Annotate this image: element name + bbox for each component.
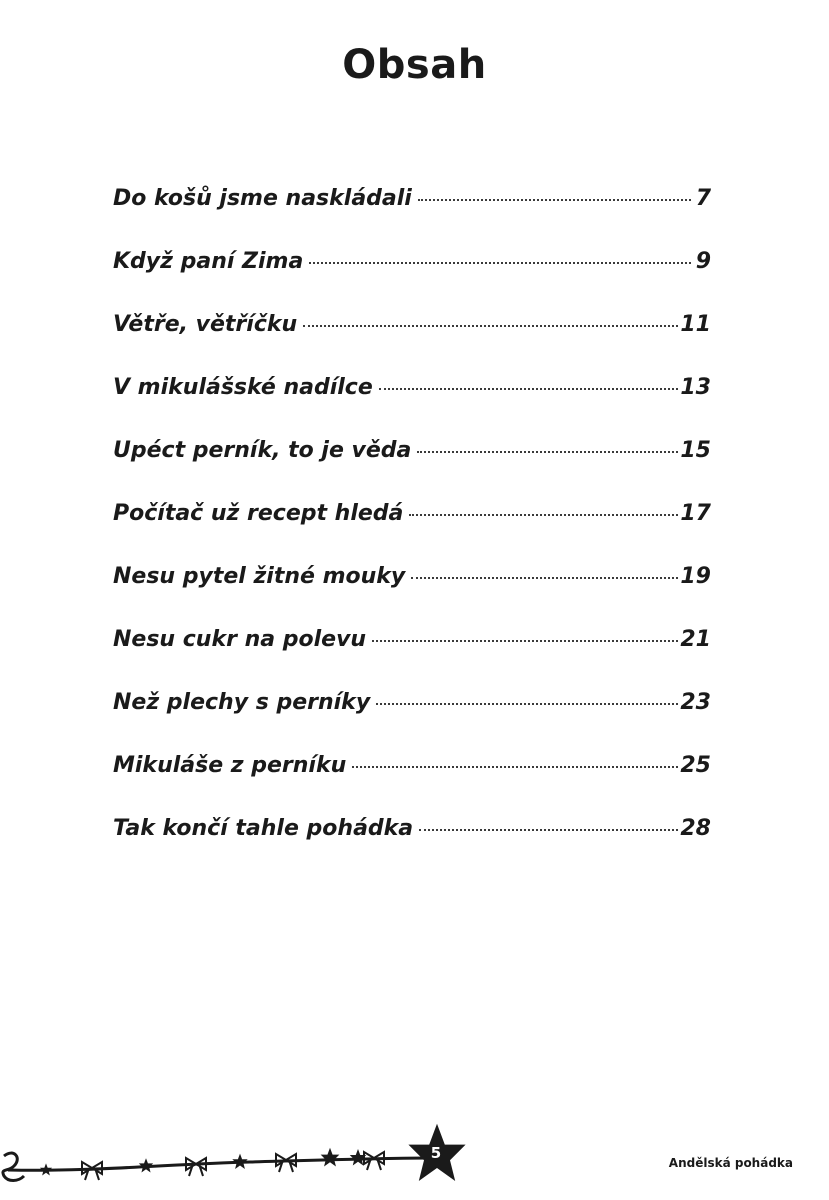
toc-entry[interactable]	[113, 304, 711, 367]
dot-leader	[379, 388, 679, 390]
bow-icon	[186, 1158, 206, 1176]
toc-entry-title: Když paní Zima	[113, 249, 304, 274]
page-number: 5	[430, 1144, 442, 1162]
star-icon	[40, 1163, 52, 1175]
dot-leader	[309, 262, 691, 264]
bow-icon	[364, 1152, 384, 1170]
decorative-ribbon-ornament	[0, 1118, 480, 1200]
dot-leader	[411, 577, 678, 579]
toc-entry[interactable]	[113, 682, 711, 745]
bow-icon	[276, 1154, 296, 1172]
toc-entry[interactable]	[113, 745, 711, 808]
star-icon	[232, 1154, 247, 1169]
toc-entry-page: 28	[680, 816, 711, 841]
bow-icon	[82, 1162, 102, 1180]
dot-leader	[418, 199, 691, 201]
toc-entry[interactable]	[113, 241, 711, 304]
toc-entry-page: 19	[680, 564, 711, 589]
toc-entry[interactable]	[113, 178, 711, 241]
toc-entry-page: 17	[680, 501, 711, 526]
toc-entry[interactable]	[113, 430, 711, 493]
page-title: Obsah	[342, 42, 487, 88]
table-of-contents	[113, 178, 711, 871]
book-title-footer: Andělská pohádka	[668, 1156, 793, 1170]
dot-leader	[409, 514, 678, 516]
toc-entry-title: Upéct perník, to je věda	[113, 438, 412, 463]
dot-leader	[419, 829, 678, 831]
toc-entry-title: Než plechy s perníky	[113, 690, 371, 715]
toc-entry[interactable]	[113, 367, 711, 430]
toc-entry-page: 25	[680, 753, 711, 778]
toc-entry-title: Do košů jsme naskládali	[113, 186, 412, 211]
toc-entry[interactable]	[113, 619, 711, 682]
toc-entry[interactable]	[113, 493, 711, 556]
toc-entry-page: 7	[695, 186, 711, 211]
toc-entry-title: V mikulášské nadílce	[113, 375, 373, 400]
toc-entry-page: 9	[695, 249, 711, 274]
toc-entry[interactable]	[113, 556, 711, 619]
dot-leader	[417, 451, 678, 453]
dot-leader	[376, 703, 678, 705]
dot-leader	[352, 766, 678, 768]
swirl-icon	[3, 1153, 24, 1180]
toc-entry-title: Nesu cukr na polevu	[113, 627, 367, 652]
toc-entry-page: 15	[680, 438, 711, 463]
toc-entry-title: Počítač už recept hledá	[113, 501, 404, 526]
star-icon	[139, 1158, 153, 1172]
toc-entry-page: 23	[680, 690, 711, 715]
toc-entry-title: Větře, větříčku	[113, 312, 298, 337]
toc-entry-page: 21	[680, 627, 711, 652]
toc-entry[interactable]	[113, 808, 711, 871]
dot-leader	[303, 325, 678, 327]
toc-entry-page: 11	[680, 312, 711, 337]
toc-entry-page: 13	[680, 375, 711, 400]
toc-entry-title: Nesu pytel žitné mouky	[113, 564, 406, 589]
star-icon	[321, 1148, 340, 1167]
toc-entry-title: Mikuláše z perníku	[113, 753, 347, 778]
dot-leader	[372, 640, 678, 642]
toc-entry-title: Tak končí tahle pohádka	[113, 816, 414, 841]
